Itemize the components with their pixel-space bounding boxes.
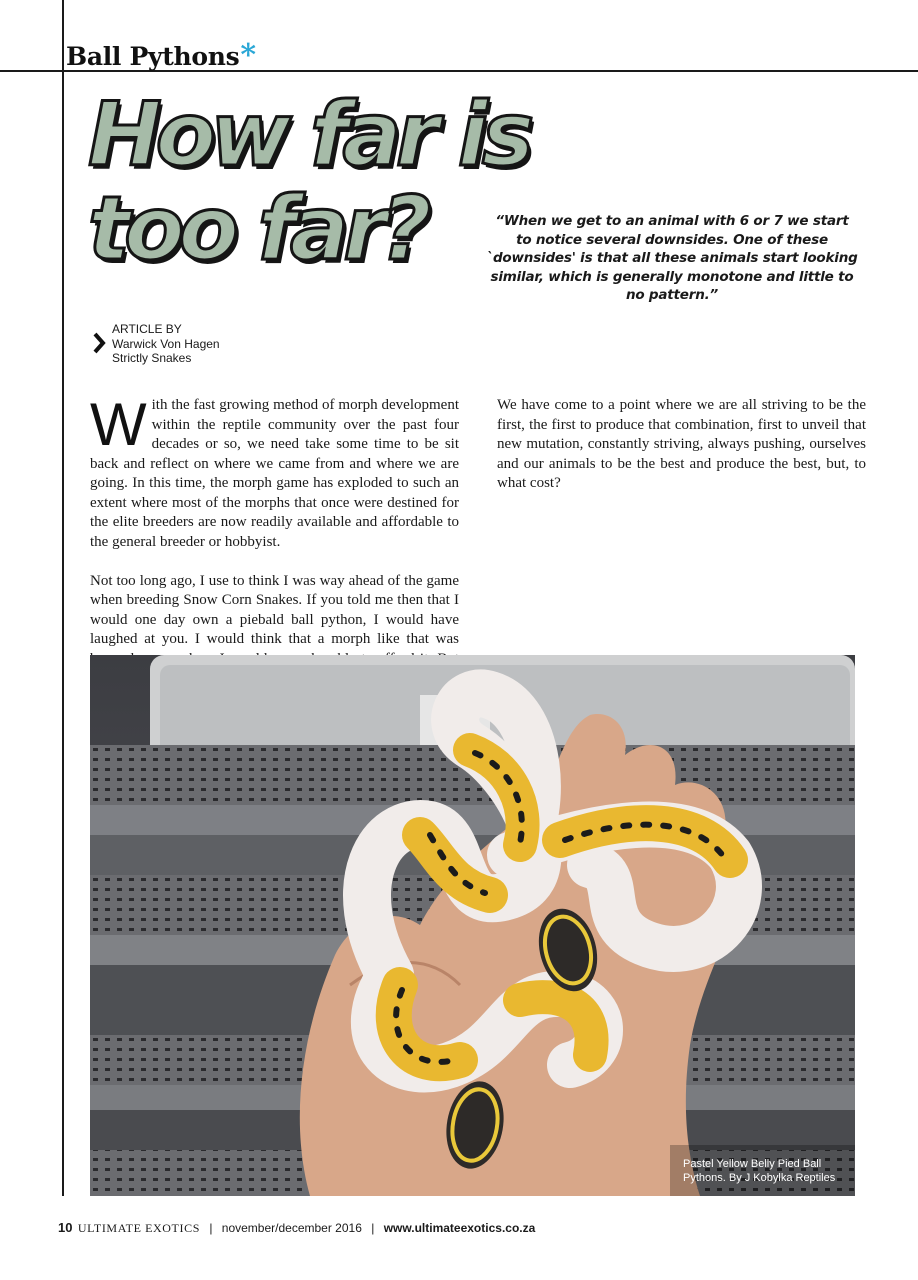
article-paragraph-3: We have come to a point where we are all striving to be the first, the first to produce that combination, first to unveil that new mutation, constantly striving, always pushing, ourselves and our animals to be the best and produce the best, but, to what cost?	[497, 397, 866, 491]
photo-caption: Pastel Yellow Belly Pied Ball Pythons. By J Kobylka Reptiles	[683, 1158, 836, 1184]
byline-author: Warwick Von Hagen	[112, 336, 220, 351]
byline-label: ARTICLE BY	[112, 322, 182, 336]
issue-date: november/december 2016	[221, 1221, 362, 1235]
snake-photo-illustration	[90, 655, 855, 1196]
asterisk-icon: *	[240, 38, 256, 73]
pull-quote: “When we get to an animal with 6 or 7 we start to notice several downsides. One of these `downsides' is that all these animals start looking similar, which is generally monotone and little to no pattern.”	[486, 213, 858, 303]
article-paragraph-1	[90, 391, 459, 552]
byline-org: Strictly Snakes	[112, 351, 192, 365]
page-footer	[58, 1220, 535, 1236]
section-title-text: Ball Pythons	[66, 42, 240, 71]
article-paragraph-1-text: ith the fast growing method of morph development within the reptile community over the past four decades or so, we need take some time to be sit back and reflect on where we came from and where we are going. In this time, the morph game has exploded to such an extent where most of the morphs that once were destined for the elite breeders are now readily available and affordable to the general breeder or hobbyist.	[90, 397, 459, 550]
headline	[88, 83, 548, 280]
chevron-right-icon	[92, 332, 106, 354]
website-link[interactable]: www.ultimateexotics.co.za	[383, 1221, 536, 1235]
article-paragraph-2: Not too long ago, I use to think I was way ahead of the game when breeding Snow Corn Snakes. If you told me then that I would one day own a piebald ball python, I would have laughed at you. I would think that a morph like that was	[90, 572, 459, 647]
section-title	[66, 38, 256, 73]
headline-line-1: How far is	[88, 83, 529, 186]
vertical-rule	[62, 0, 64, 1196]
page-number: 10	[58, 1220, 73, 1235]
headline-line-2: too far?	[88, 177, 426, 280]
article-column-right	[497, 396, 866, 513]
footer-separator-2: |	[371, 1221, 375, 1235]
drop-cap: W	[90, 391, 147, 458]
magazine-name: ULTIMATE EXOTICS	[77, 1221, 200, 1235]
footer-separator-1: |	[209, 1221, 213, 1235]
snake-photo	[90, 655, 855, 1196]
